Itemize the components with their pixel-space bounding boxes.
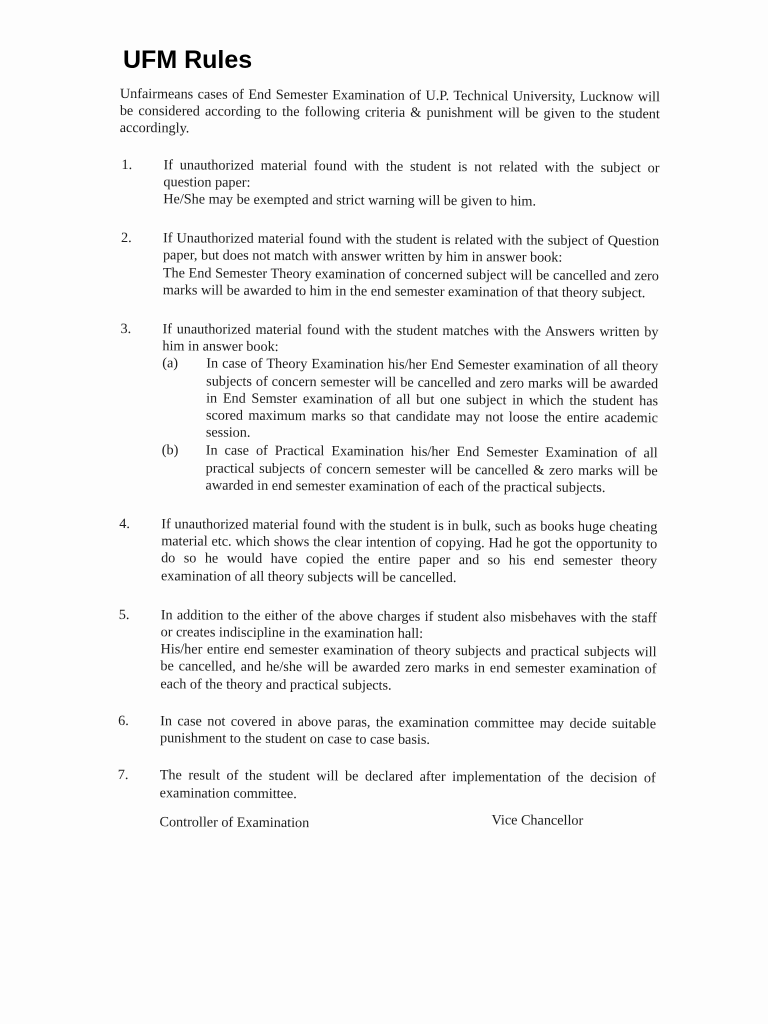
rule-sub-item: [162, 443, 658, 498]
signature-block: [159, 811, 655, 837]
rule-sub-item: [162, 356, 659, 445]
rule-number: 1.: [121, 156, 133, 173]
rule-condition: If unauthorized material found with the student is not related with the subject or question paper:: [163, 156, 660, 191]
rule-item: [116, 767, 656, 805]
rule-condition: If unauthorized material found with the student is in bulk, such as books huge cheating material etc. which shows the clear intention of copying. Had he got the opportunity to do so he would have copied the entire paper and so his end semester theory examination of all theory subjects will be cancelled.: [160, 516, 658, 586]
signatory-controller: Controller of Examination: [159, 813, 310, 831]
rule-condition: The result of the student will be declared after implementation of the decision of examination committee.: [159, 767, 656, 802]
rule-condition: If Unauthorized material found with the student is related with the subject of Question paper, but does not match with answer written by him in answer book:: [162, 230, 660, 267]
rule-condition: In case not covered in above paras, the examination committee may decide suitable punishment to the student on case to case basis.: [159, 713, 657, 748]
page-title: UFM Rules: [123, 46, 253, 74]
rule-penalty: His/her entire end semester examination of theory subjects and practical subjects will be cancelled, and he/she will be awarded zero marks in end semester examination of each of the theory and practical subjects.: [160, 641, 657, 694]
sub-item-text: In case of Theory Examination his/her End Semester examination of all theory subjects of concern semester will be cancelled and zero marks will be awarded in End Semster examination of all but one subject in which the student has scored maximum marks so that candidate may not loose the entire academic session.: [205, 355, 659, 442]
rule-item: [118, 321, 659, 497]
rule-item: [116, 607, 657, 696]
rule-item: [116, 713, 656, 751]
intro-paragraph: Unfairmeans cases of End Semester Examination of U.P. Technical University, Lucknow will be considered according to the following criteria & punishment will be given to the student accordingly.: [119, 86, 660, 137]
rule-condition: If unauthorized material found with the student matches with the Answers written by him in answer book:: [162, 321, 659, 356]
sub-item-label: (b): [161, 442, 179, 459]
rule-number: 3.: [120, 321, 132, 338]
rule-condition: In addition to the either of the above charges if student also misbehaves with the staff or creates indiscipline in the examination hall:: [160, 607, 657, 642]
signatory-vice-chancellor: Vice Chancellor: [491, 811, 584, 829]
rule-item: [119, 157, 659, 212]
rule-item: [117, 516, 657, 588]
rule-number: 5.: [118, 606, 130, 623]
rule-penalty: The End Semester Theory examination of concerned subject will be cancelled and zero marks will be awarded to him in the end semester examination of that theory subject.: [162, 264, 659, 302]
rule-item: [119, 230, 659, 302]
scanned-notice: [115, 86, 660, 837]
rule-number: 7.: [117, 767, 129, 784]
sub-item-text: In case of Practical Examination his/her End Semester Examination of all practical subjects of concern semester will be cancelled & zero marks will be awarded in end semester examination of each of the practical subjects.: [205, 442, 658, 496]
rule-penalty: He/She may be exempted and strict warning will be given to him.: [163, 191, 537, 210]
rule-number: 2.: [121, 230, 132, 247]
sub-item-label: (a): [162, 355, 179, 372]
rule-number: 4.: [119, 516, 131, 533]
rule-number: 6.: [118, 712, 129, 729]
